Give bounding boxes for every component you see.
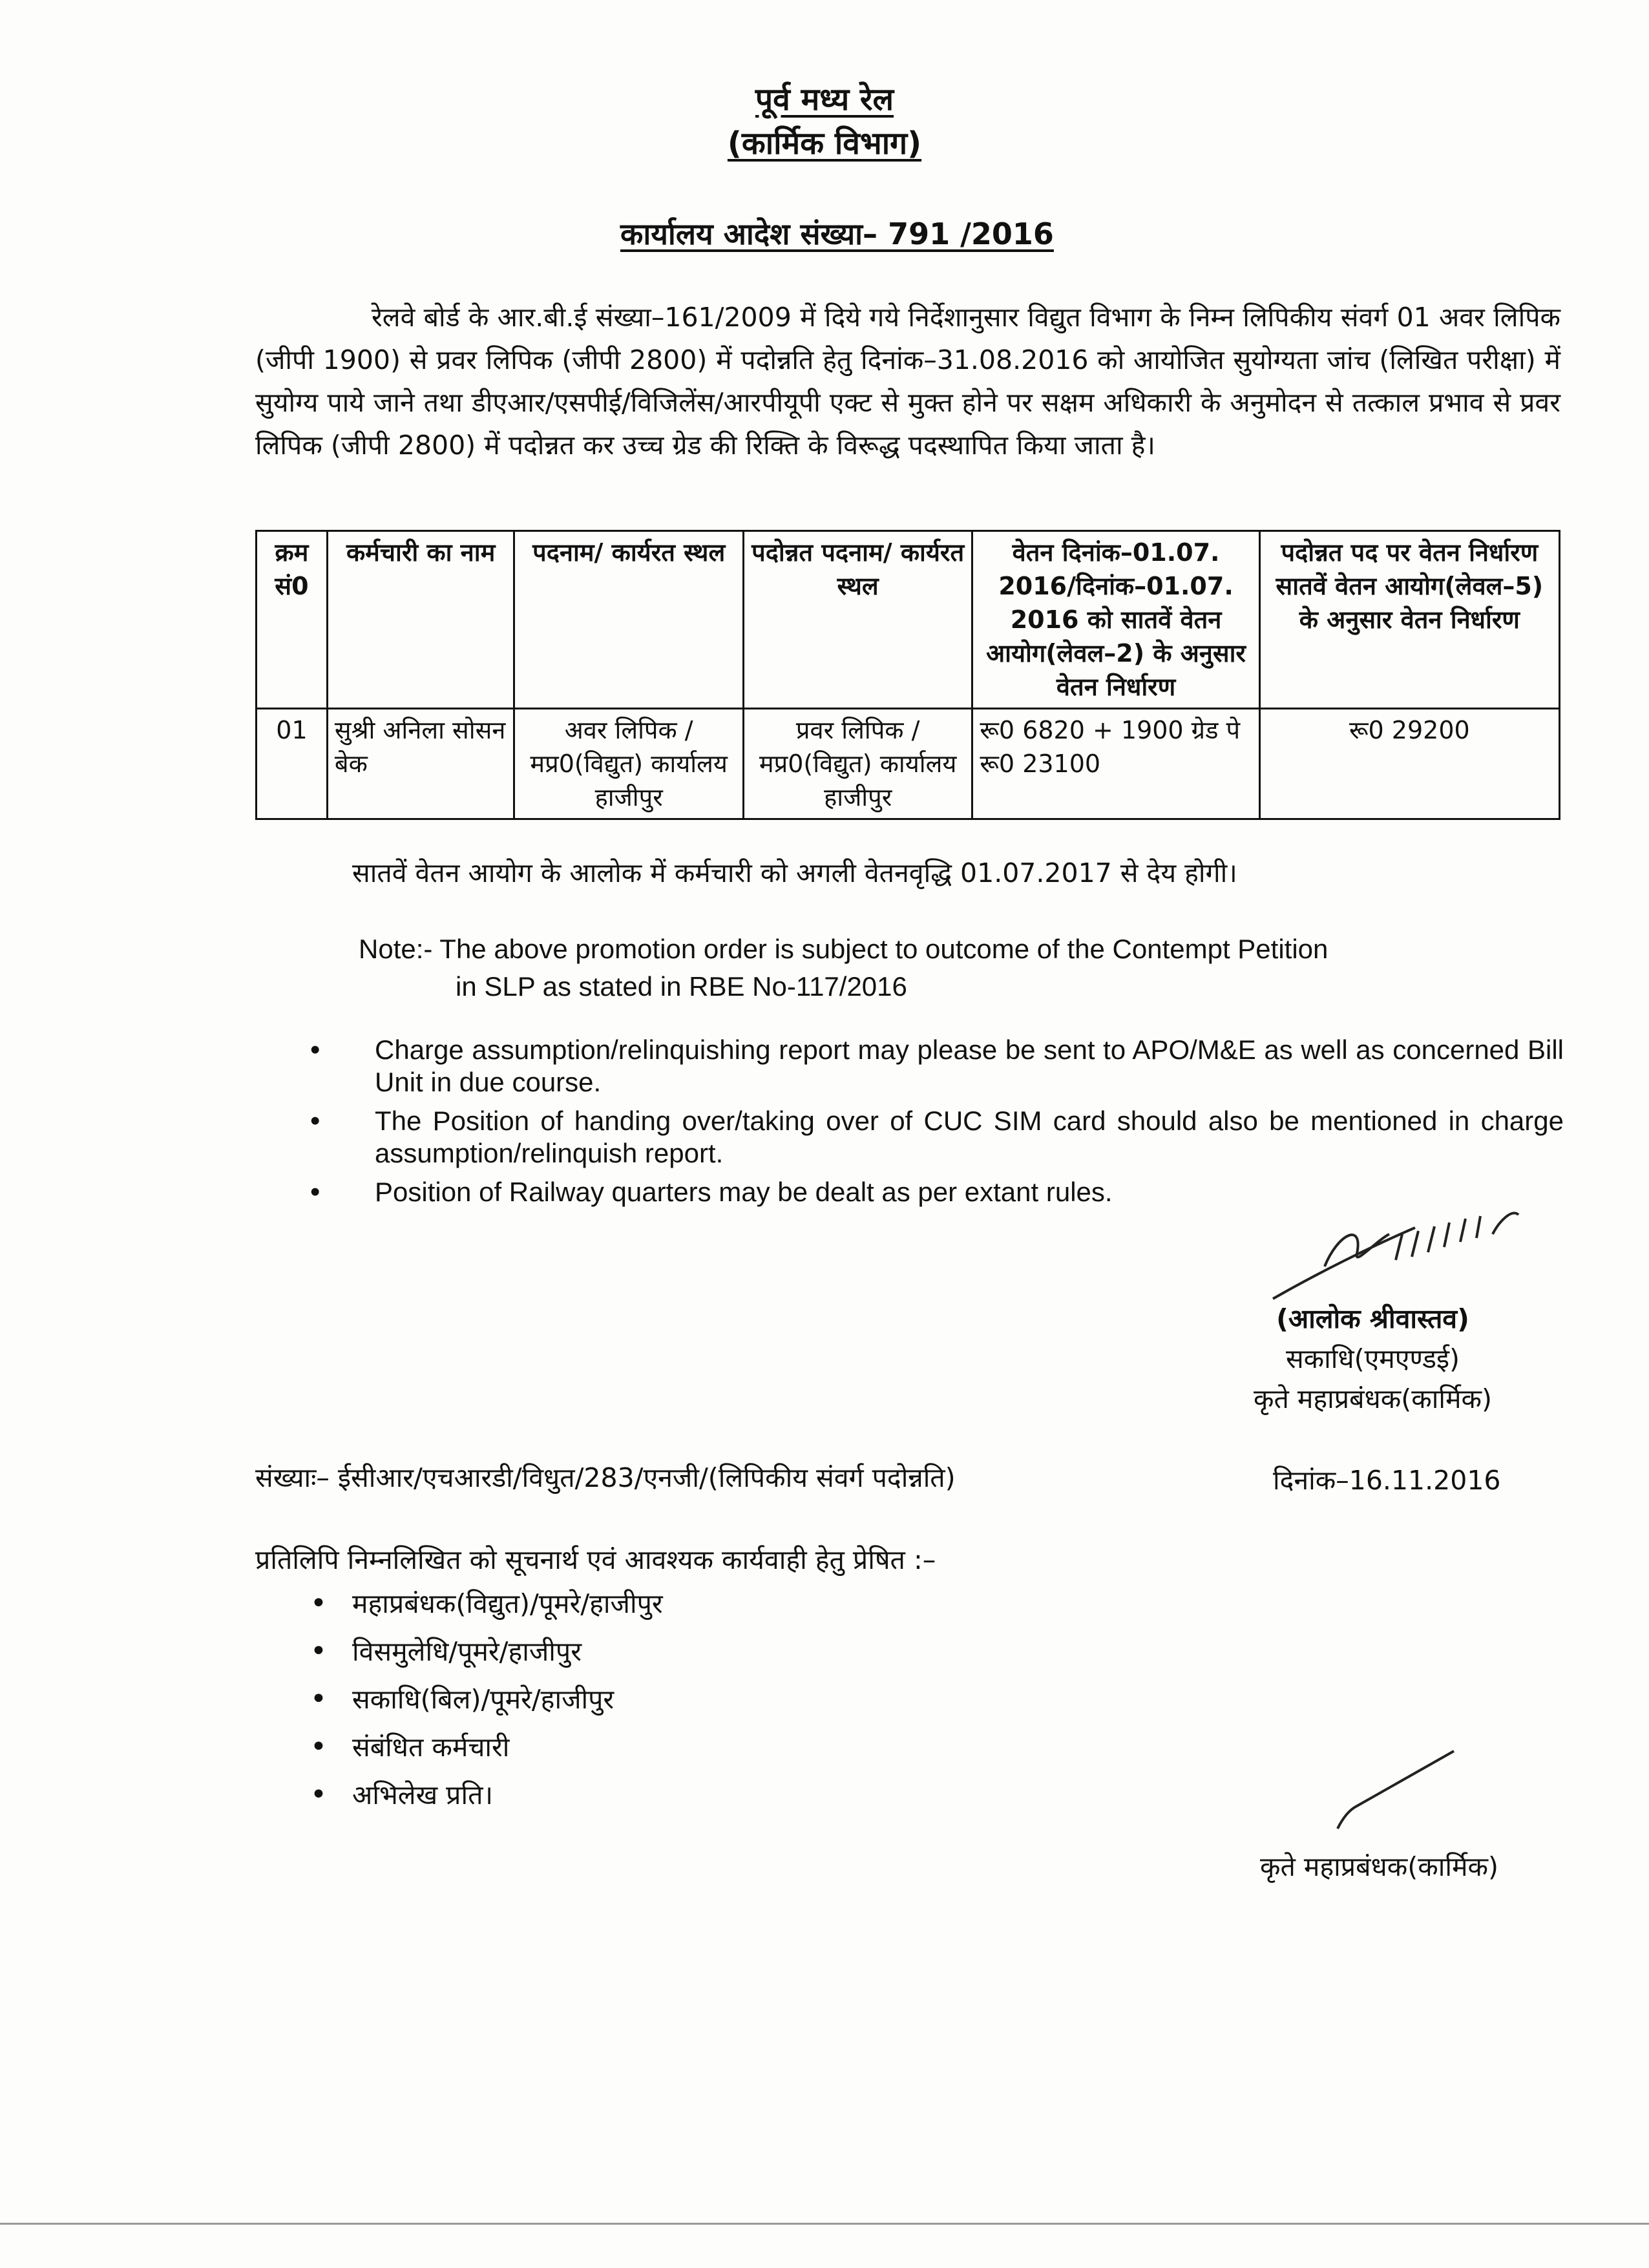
note-block — [359, 930, 1328, 1005]
col-header-pay-level2: वेतन दिनांक–01.07. 2016/दिनांक–01.07. 2016 को सातवें वेतन आयोग(लेवल–2) के अनुसार वेतन निर्धारण — [972, 531, 1259, 709]
col-header-sno: क्रम सं0 — [257, 531, 328, 709]
promotion-table — [255, 530, 1560, 820]
col-header-post: पदनाम/ कार्यरत स्थल — [514, 531, 744, 709]
body-paragraph: रेलवे बोर्ड के आर.बी.ई संख्या–161/2009 में दिये गये निर्देशानुसार विद्युत विभाग के निम्न लिपिकीय संवर्ग 01 अवर लिपिक (जीपी 1900) से प्रवर लिपिक (जीपी 2800) में पदोन्नति हेतु दिनांक–31.08.2016 को आयोजित सुयोग्यता जांच (लिखित परीक्षा) में सुयोग्य पाये जाने तथा डीएआर/एसपीई/विजिलेंस/आरपीयूपी एक्ट से मुक्त होने पर सक्षम अधिकारी के अनुमोदन से तत्काल प्रभाव से प्रवर लिपिक (जीपी 2800) में पदोन्नत कर उच्च ग्रेड की रिक्ति के विरूद्ध पदस्थापित किया जाता है। — [255, 302, 1560, 461]
table-header-row — [257, 531, 1560, 709]
reference-date: दिनांक–16.11.2016 — [1273, 1465, 1501, 1496]
cell-post: अवर लिपिक /मप्र0(विद्युत) कार्यालय हाजीपुर — [514, 709, 744, 819]
signatory-for: कृते महाप्रबंधक(कार्मिक) — [1254, 1383, 1492, 1414]
list-item: • महाप्रबंधक(विद्युत)/पूमरे/हाजीपुर — [284, 1580, 663, 1628]
signature-icon — [1331, 1745, 1460, 1835]
col-header-promoted-post: पदोन्नत पदनाम/ कार्यरत स्थल — [743, 531, 972, 709]
instruction-list — [284, 1034, 1564, 1215]
table-row — [257, 709, 1560, 819]
col-header-pay-level5: पदोन्नत पद पर वेतन निर्धारण सातवें वेतन आयोग(लेवल–5) के अनुसार वेतन निर्धारण — [1259, 531, 1559, 709]
cell-name: सुश्री अनिला सोसन बेक — [327, 709, 514, 819]
note-line-1: Note:- The above promotion order is subject to outcome of the Contempt Petition — [359, 934, 1329, 964]
signatory-name: (आलोक श्रीवास्तव) — [1276, 1303, 1469, 1334]
signature-icon — [1266, 1195, 1564, 1305]
order-number: कार्यालय आदेश संख्या– 791 /2016 — [620, 216, 1054, 251]
cell-pay-level2: रू0 6820 + 1900 ग्रेड पे रू0 23100 — [972, 709, 1259, 819]
note-line-2: in SLP as stated in RBE No-117/2016 — [456, 971, 907, 1002]
list-item: • The Position of handing over/taking over of CUC SIM card should also be mentioned in charge assumption/relinquish report. — [284, 1105, 1564, 1170]
list-item: • Position of Railway quarters may be dealt as per extant rules. — [284, 1176, 1564, 1208]
list-item: • सकाधि(बिल)/पूमरे/हाजीपुर — [284, 1675, 663, 1723]
signature-block — [1254, 1299, 1492, 1419]
list-item: • अभिलेख प्रति। — [284, 1771, 663, 1819]
col-header-name: कर्मचारी का नाम — [327, 531, 514, 709]
reference-number: संख्याः– ईसीआर/एचआरडी/विधुत/283/एनजी/(लिपिकीय संवर्ग पदोन्नति) — [255, 1462, 956, 1493]
list-item: • विसमुलेधि/पूमरे/हाजीपुर — [284, 1628, 663, 1675]
page-bottom-divider — [0, 2223, 1649, 2225]
list-item: • Charge assumption/relinquishing report may please be sent to APO/M&E as well as concerned Bill Unit in due course. — [284, 1034, 1564, 1098]
org-title: पूर्व मध्य रेल — [755, 81, 894, 118]
list-item: • संबंधित कर्मचारी — [284, 1723, 663, 1771]
footer-signatory: कृते महाप्रबंधक(कार्मिक) — [1260, 1851, 1498, 1882]
copy-intro: प्रतिलिपि निम्नलिखित को सूचनार्थ एवं आवश्यक कार्यवाही हेतु प्रेषित :– — [255, 1544, 936, 1575]
cell-sno: 01 — [257, 709, 328, 819]
cell-promoted-post: प्रवर लिपिक /मप्र0(विद्युत) कार्यालय हाजीपुर — [743, 709, 972, 819]
cell-pay-level5: रू0 29200 — [1259, 709, 1559, 819]
copy-recipients-list — [284, 1580, 663, 1819]
dept-title: (कार्मिक विभाग) — [727, 125, 922, 162]
increment-line: सातवें वेतन आयोग के आलोक में कर्मचारी को अगली वेतनवृद्धि 01.07.2017 से देय होगी। — [352, 857, 1237, 888]
signatory-designation: सकाधि(एमएण्डई) — [1285, 1343, 1460, 1374]
